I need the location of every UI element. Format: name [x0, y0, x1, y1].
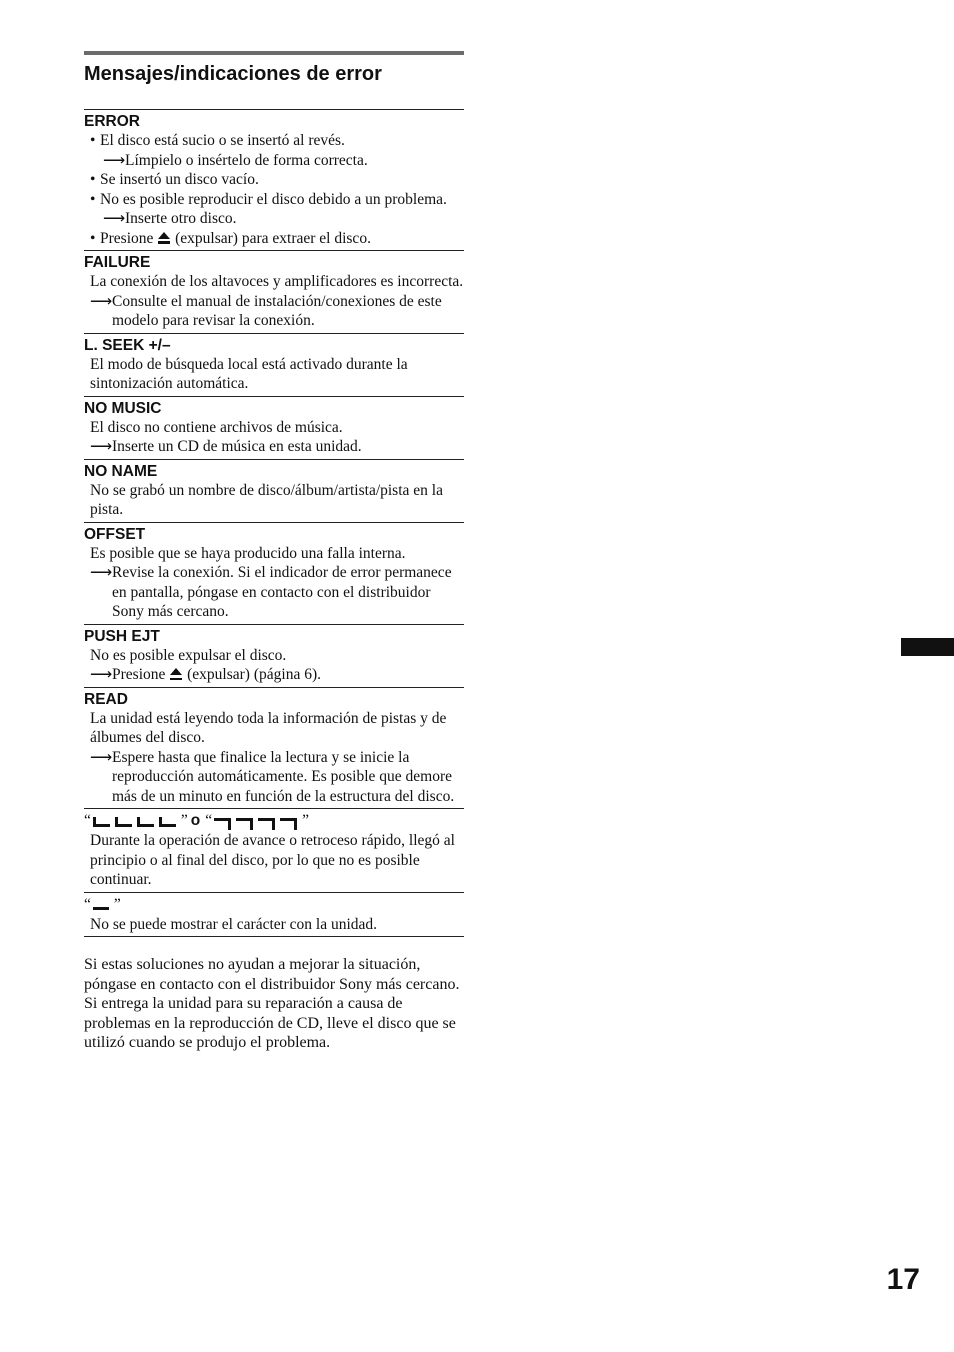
arrow-icon: ⟶	[90, 292, 113, 310]
term-offset: OFFSET	[84, 525, 146, 543]
arrow-icon: ⟶	[90, 438, 113, 455]
remedy-line: ⟶Límpielo o insértelo de forma correcta.	[103, 151, 368, 169]
term-noname: NO NAME	[84, 462, 158, 480]
segment-bl-icon	[159, 817, 176, 827]
page-title: Mensajes/indicaciones de error	[84, 63, 382, 85]
entry-nomusic	[84, 397, 464, 460]
closing-notes	[84, 955, 464, 1053]
term-scan-limit: “ ” o “ ”	[84, 812, 310, 829]
entry-lseek	[84, 334, 464, 397]
description: Es posible que se haya producido una falla interna.	[90, 544, 406, 562]
entry-error	[84, 110, 464, 251]
entry-read	[84, 688, 464, 810]
description: La conexión de los altavoces y amplificadores es incorrecta.	[90, 273, 464, 290]
page-number: 17	[886, 1263, 920, 1296]
remedy-line: ⟶Inserte otro disco.	[103, 210, 237, 227]
closing-paragraph: Si entrega la unidad para su reparación a causa de problemas en la reproducción de CD, lleve el disco que se utilizó cuando se produjo el problema.	[84, 995, 456, 1051]
segment-tr-icon	[280, 818, 297, 830]
segment-underscore-icon	[93, 901, 109, 910]
segment-tr-icon	[214, 818, 231, 830]
eject-icon	[170, 668, 182, 680]
arrow-icon: ⟶	[90, 748, 113, 766]
entry-failure	[84, 251, 464, 334]
error-message-list	[84, 109, 464, 937]
segment-bl-icon	[115, 817, 132, 827]
entry-noname	[84, 460, 464, 523]
list-item: • No es posible reproducir el disco debido a un problema.	[90, 190, 447, 208]
list-item: • El disco está sucio o se insertó al revés.	[90, 132, 345, 149]
description: La unidad está leyendo toda la información de pistas y de álbumes del disco.	[90, 709, 447, 746]
segment-bl-icon	[137, 817, 154, 827]
term-underscore: “ ”	[84, 895, 121, 913]
arrow-icon: ⟶	[103, 151, 126, 169]
remedy-line: ⟶Consulte el manual de instalación/conexiones de este modelo para revisar la conexión.	[90, 292, 442, 329]
description: El disco no contiene archivos de música.	[90, 418, 343, 436]
list-item: • Se insertó un disco vacío.	[90, 171, 259, 188]
section-top-rule	[84, 51, 464, 55]
term-error: ERROR	[84, 113, 140, 130]
eject-icon	[158, 232, 170, 244]
description: No es posible expulsar el disco.	[90, 646, 287, 664]
arrow-icon: ⟶	[90, 564, 113, 581]
entry-underscore	[84, 893, 464, 938]
closing-paragraph: Si estas soluciones no ayudan a mejorar la situación, póngase en contacto con el distribuidor Sony más cercano.	[84, 956, 460, 993]
section-tab-marker	[901, 638, 954, 656]
list-item: • Presione (expulsar) para extraer el disco.	[90, 229, 371, 247]
segment-tr-icon	[236, 818, 253, 830]
term-failure: FAILURE	[84, 254, 151, 271]
segment-tr-icon	[258, 818, 275, 830]
remedy-line: ⟶Revise la conexión. Si el indicador de error permanece en pantalla, póngase en contacto con el distribuidor Sony más cercano.	[90, 564, 452, 620]
term-read: READ	[84, 690, 128, 708]
description: El modo de búsqueda local está activado durante la sintonización automática.	[90, 355, 408, 392]
description: Durante la operación de avance o retroceso rápido, llegó al principio o al final del disco, por lo que no es posible continuar.	[90, 832, 455, 888]
arrow-icon: ⟶	[90, 666, 113, 683]
arrow-icon: ⟶	[103, 210, 126, 227]
segment-bl-icon	[93, 817, 110, 827]
entry-scan-limit	[84, 809, 464, 893]
description: No se grabó un nombre de disco/álbum/artista/pista en la pista.	[90, 481, 443, 518]
remedy-line: ⟶Espere hasta que finalice la lectura y se inicie la reproducción automáticamente. Es posible que demore más de un minuto en función de la estructura del disco.	[90, 748, 455, 805]
entry-pushejt	[84, 625, 464, 688]
entry-offset	[84, 523, 464, 625]
main-column	[84, 51, 464, 1053]
remedy-line: ⟶Inserte un CD de música en esta unidad.	[90, 438, 362, 455]
term-pushejt: PUSH EJT	[84, 627, 160, 645]
term-lseek: L. SEEK +/–	[84, 336, 171, 354]
description: No se puede mostrar el carácter con la unidad.	[90, 915, 378, 933]
remedy-line: ⟶Presione (expulsar) (página 6).	[90, 666, 321, 683]
term-nomusic: NO MUSIC	[84, 399, 162, 417]
